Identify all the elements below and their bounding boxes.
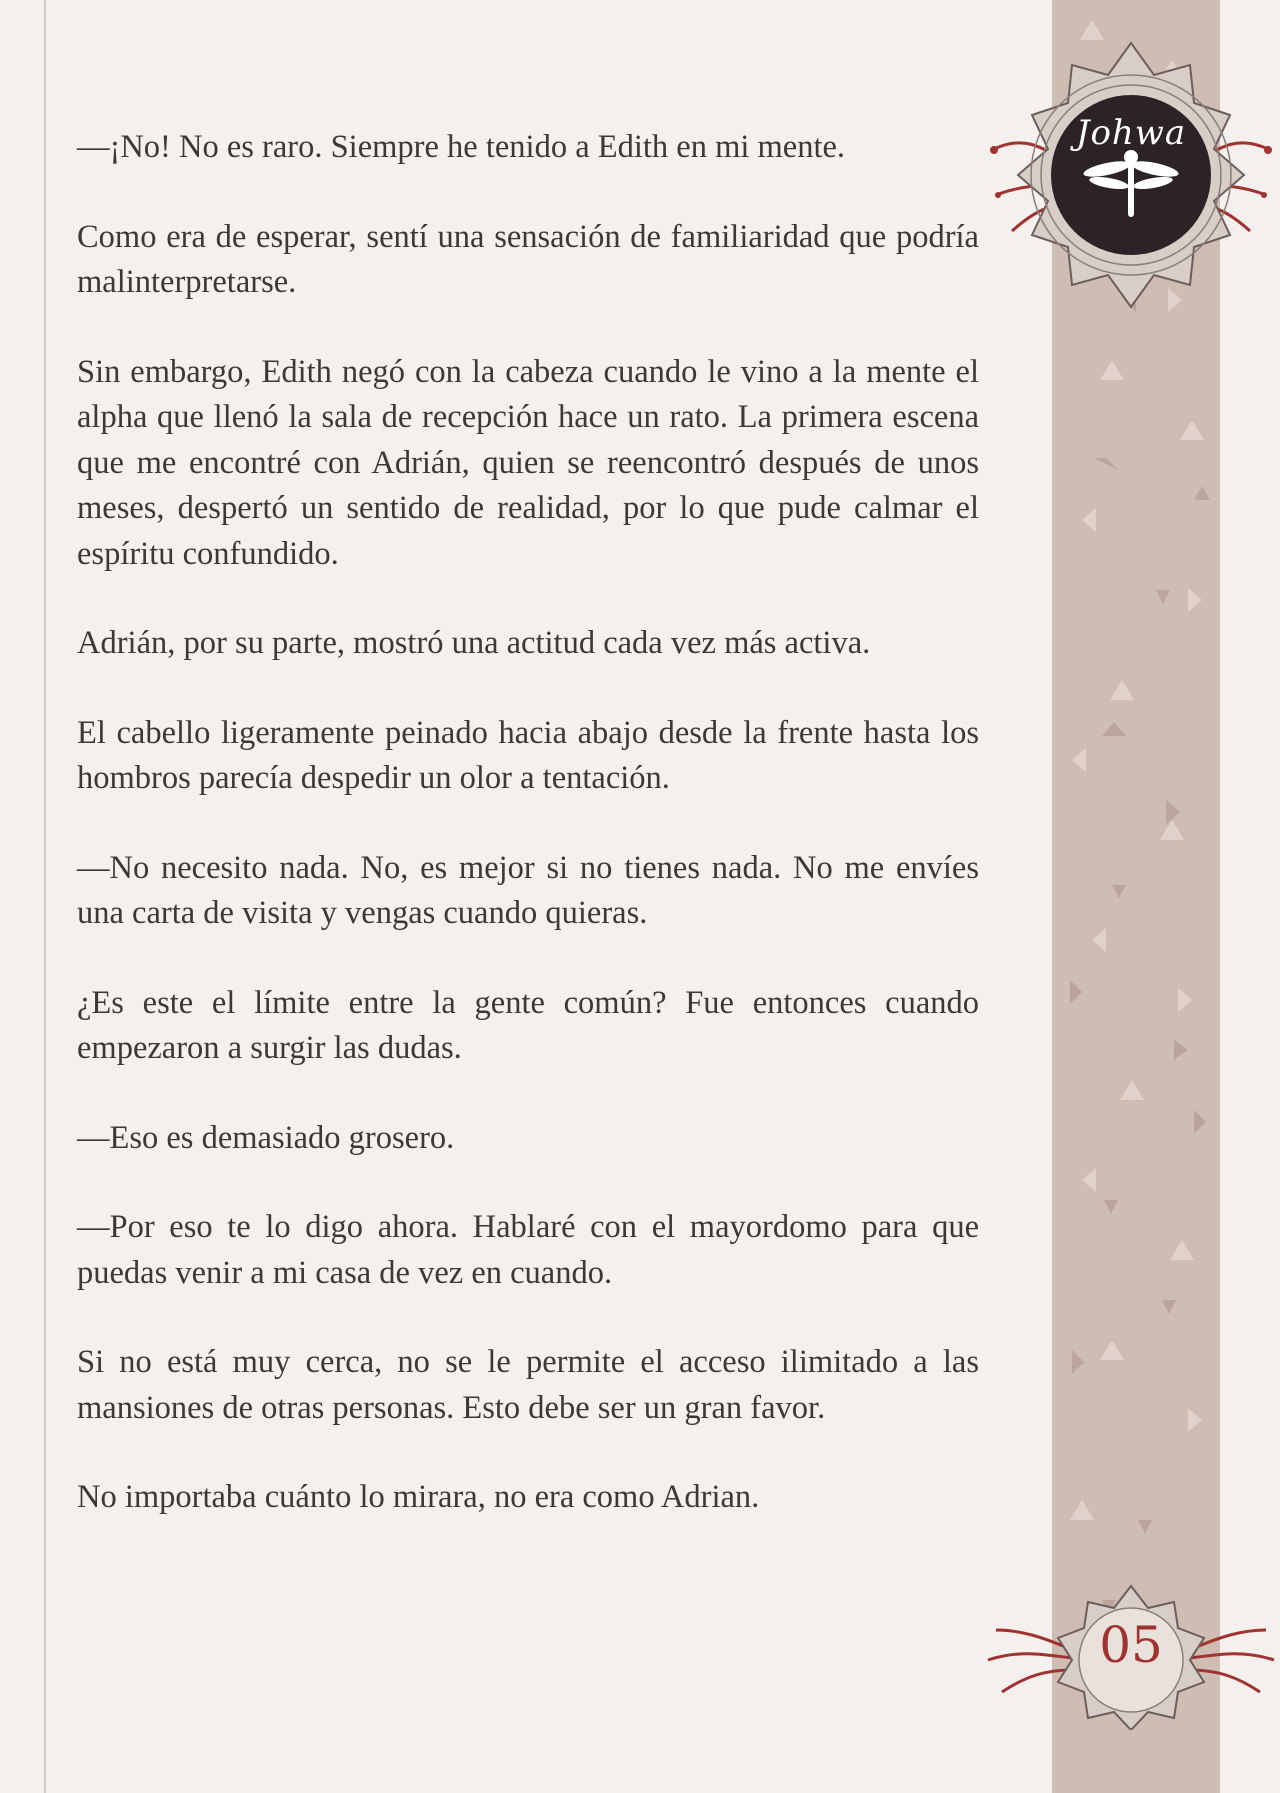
paragraph: —Por eso te lo digo ahora. Hablaré con el mayordomo para que puedas venir a mi casa de vez en cuando. [77,1209,979,1291]
brand-name: Johwa [1075,113,1187,153]
page-number-badge [982,1580,1280,1730]
paragraph: Adrián, por su parte, mostró una actitud cada vez más activa. [77,625,871,661]
story-text [77,125,979,1565]
paragraph: —Eso es demasiado grosero. [77,1119,455,1156]
paragraph: Como era de esperar, sentí una sensación de familiaridad que podría malinterpretarse. [77,218,979,300]
paragraph: No importaba cuánto lo mirara, no era como Adrian. [77,1479,760,1515]
paragraph: Sin embargo, Edith negó con la cabeza cuando le vino a la mente el alpha que llenó la sala de recepción hace un rato. La primera escena que me encontré con Adrián, quien se reencontró después de unos meses, despertó un sentido de realidad, por lo que pude calmar el espíritu confundido. [77,353,979,572]
binding-line [44,0,46,1793]
paragraph: Si no está muy cerca, no se le permite el acceso ilimitado a las mansiones de otras personas. Esto debe ser un gran favor. [77,1344,979,1426]
brand-emblem [982,35,1280,325]
page-number: 05 [1099,1616,1163,1674]
paragraph: —No necesito nada. No, es mejor si no tienes nada. No me envíes una carta de visita y vengas cuando quieras. [77,849,979,931]
paragraph: —¡No! No es raro. Siempre he tenido a Edith en mi mente. [77,129,846,165]
ornament-frame-icon [982,35,1280,325]
paragraph: ¿Es este el límite entre la gente común? Fue entonces cuando empezaron a surgir las dudas. [77,984,979,1066]
paragraph: El cabello ligeramente peinado hacia abajo desde la frente hasta los hombros parecía despedir un olor a tentación. [77,714,979,796]
